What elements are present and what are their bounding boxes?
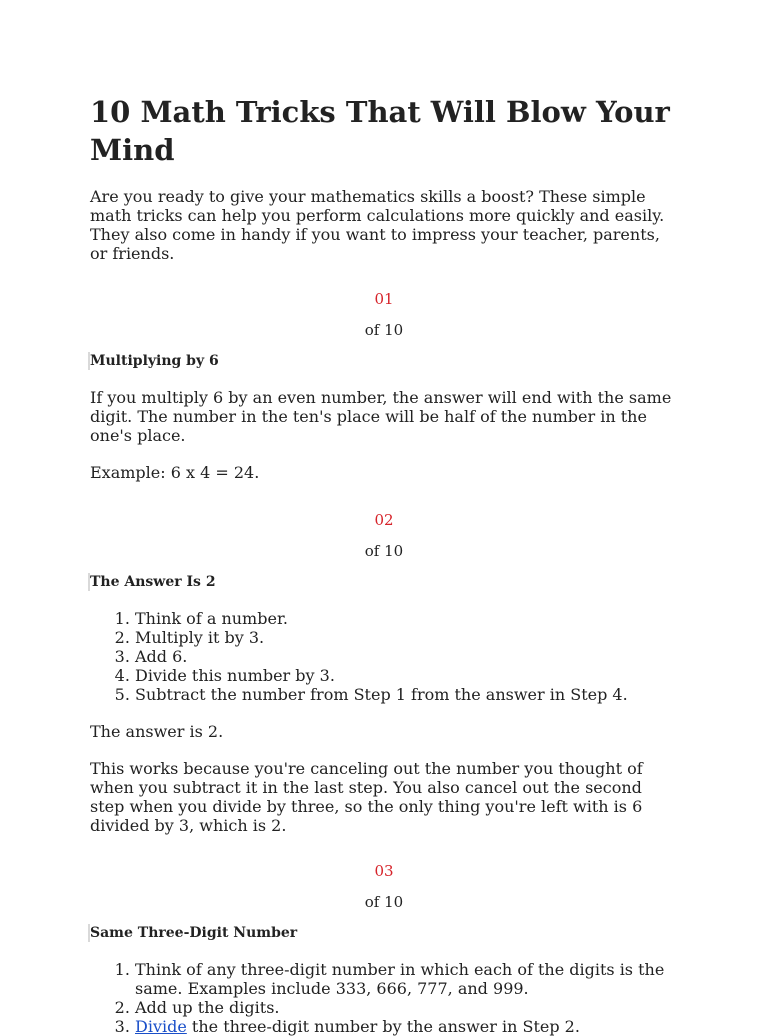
section-paragraph: If you multiply 6 by an even number, the answer will end with the same digit. The number in the ten's place will be half of the number in the one's place. bbox=[90, 388, 672, 445]
list-item-text: the three-digit number by the answer in Step 2. bbox=[186, 1017, 580, 1036]
step-count: of 10 bbox=[364, 542, 404, 560]
list-item: 2. Add up the digits. bbox=[135, 998, 678, 1017]
steps-list bbox=[90, 609, 678, 704]
list-item: 3. Add 6. bbox=[135, 647, 678, 666]
list-item bbox=[135, 1017, 678, 1036]
page-title: 10 Math Tricks That Will Blow Your Mind bbox=[90, 95, 670, 167]
example-paragraph: Example: 6 x 4 = 24. bbox=[90, 463, 260, 482]
list-item: 1. Think of a number. bbox=[135, 609, 678, 628]
step-number: 03 bbox=[374, 862, 394, 880]
list-item: 4. Divide this number by 3. bbox=[135, 666, 678, 685]
section-paragraph: The answer is 2. bbox=[90, 722, 224, 741]
section-heading: The Answer Is 2 bbox=[88, 573, 678, 591]
step-count: of 10 bbox=[364, 893, 404, 911]
section-heading: Same Three-Digit Number bbox=[88, 924, 678, 942]
step-number: 02 bbox=[374, 511, 394, 529]
divide-link[interactable]: Divide bbox=[135, 1017, 187, 1036]
intro-paragraph: Are you ready to give your mathematics skills a boost? These simple math tricks can help you perform calculations more quickly and easily. They also come in handy if you want to impress your teacher, parents, or friends. bbox=[90, 187, 665, 263]
list-item: 1. Think of any three-digit number in which each of the digits is the same. Examples include 333, 666, 777, and 999. bbox=[135, 960, 678, 998]
section-heading: Multiplying by 6 bbox=[88, 352, 678, 370]
list-item: 2. Multiply it by 3. bbox=[135, 628, 678, 647]
steps-list bbox=[90, 960, 678, 1036]
step-number: 01 bbox=[374, 290, 394, 308]
step-count: of 10 bbox=[364, 321, 404, 339]
list-item: 5. Subtract the number from Step 1 from the answer in Step 4. bbox=[135, 685, 678, 704]
explanation-paragraph: This works because you're canceling out the number you thought of when you subtract it in the last step. You also cancel out the second step when you divide by three, so the only thing you're left with is 6 divided by 3, which is 2. bbox=[90, 759, 643, 835]
